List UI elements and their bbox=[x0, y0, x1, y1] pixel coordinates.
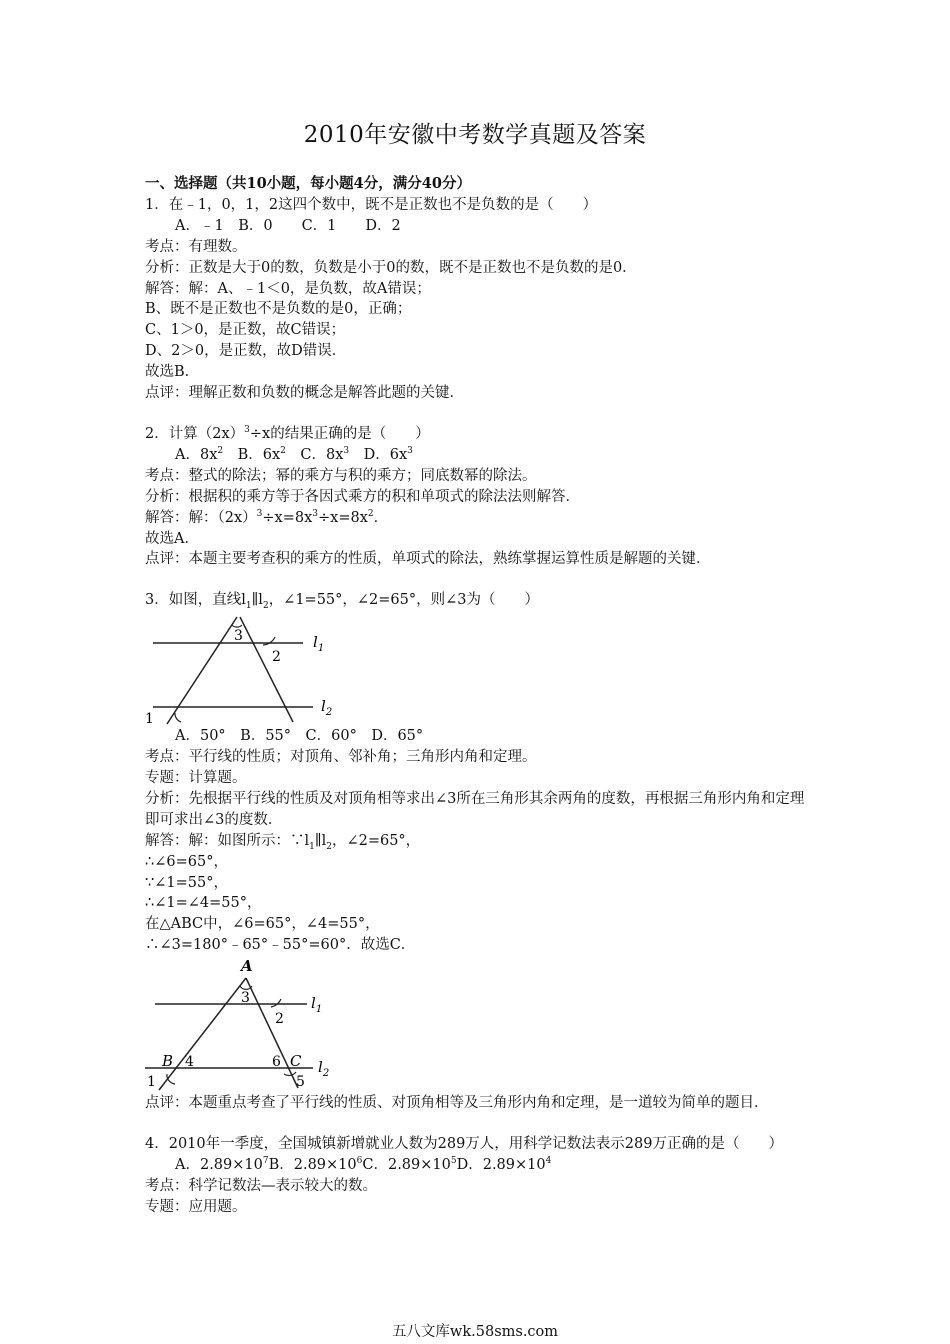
angle-1-label: 1 bbox=[145, 711, 154, 727]
line-l2-subscript: 2 bbox=[322, 1068, 330, 1080]
q3-dianping: 点评：本题重点考查了平行线的性质、对顶角相等及三角形内角和定理，是一道较为简单的题目． bbox=[145, 1095, 769, 1112]
q3-jieda-part: ，∠2=65°， bbox=[331, 832, 421, 849]
angle-2-arc bbox=[263, 637, 275, 645]
q4-option-d-exponent: 4 bbox=[545, 1156, 552, 1167]
q3-stem bbox=[145, 590, 815, 611]
q2-option-a-exponent: 2 bbox=[217, 446, 224, 457]
q3-jieda-line5: 在△ABC中，∠6=65°，∠4=55°， bbox=[145, 916, 380, 933]
spacer bbox=[145, 404, 815, 424]
q2-stem-part: ÷x的结果正确的是（ ） bbox=[249, 425, 430, 442]
q2-jieda-exponent: 3 bbox=[312, 508, 319, 519]
q2-option-c-exponent: 3 bbox=[343, 446, 350, 457]
angle-3-label: 3 bbox=[241, 990, 250, 1007]
line-l1-label bbox=[311, 994, 322, 1015]
q4-option-a: A．2.89×10 bbox=[175, 1157, 263, 1173]
spacer bbox=[145, 570, 815, 590]
q2-options bbox=[145, 445, 815, 466]
q1-jieda-line2: B、既不是正数也不是负数的是0，正确； bbox=[145, 301, 412, 318]
document-body bbox=[145, 174, 815, 1218]
side-ab bbox=[159, 978, 246, 1090]
q1-dianping: 点评：理解正数和负数的概念是解答此题的关键． bbox=[145, 385, 464, 402]
q2-jieda-part: ． bbox=[373, 509, 389, 526]
q3-jieda-line2: ∴∠6=65°， bbox=[145, 853, 228, 870]
q4-option-c: C．2.89×10 bbox=[362, 1157, 451, 1173]
document-title: 2010年安徽中考数学真题及答案 bbox=[303, 122, 647, 148]
q3-jieda-part: 解答：解：如图所示：∵l bbox=[145, 832, 310, 849]
vertex-c-label: C bbox=[290, 1052, 302, 1071]
q2-option-d: D．6x bbox=[363, 446, 408, 463]
q2-option-c: C．8x bbox=[300, 446, 344, 463]
vertex-b-label: B bbox=[162, 1052, 174, 1071]
angle-1-label: 1 bbox=[147, 1074, 156, 1091]
line-l2-label bbox=[321, 697, 332, 718]
q2-option-b: B．6x bbox=[237, 446, 281, 463]
line-l1-letter: l bbox=[311, 994, 316, 1013]
line-l1-subscript: 1 bbox=[315, 1004, 323, 1016]
line-l2-letter: l bbox=[318, 1058, 323, 1077]
q2-jieda-exponent: 3 bbox=[256, 508, 263, 519]
line-l1-subscript: 1 bbox=[317, 643, 325, 655]
q2-stem-exponent: 3 bbox=[244, 425, 250, 436]
q3-zhuanti: 专题：计算题。 bbox=[145, 770, 247, 787]
q3-figure bbox=[145, 611, 345, 726]
q2-option-b-exponent: 2 bbox=[280, 446, 286, 457]
q2-fenxi: 分析：根据积的乘方等于各因式乘方的积和单项式的除法法则解答． bbox=[145, 488, 580, 505]
q2-jieda-part: 解答：解：（2x） bbox=[145, 509, 257, 526]
q3-jieda-line6: ∴∠3=180°﹣65°﹣55°=60°．故选C． bbox=[145, 937, 416, 954]
q2-jieda-part: ÷x=8x bbox=[318, 509, 368, 526]
angle-6-label: 6 bbox=[272, 1054, 281, 1071]
page-footer: 五八文库wk.58sms.com bbox=[391, 1324, 559, 1340]
angle-5-label: 5 bbox=[296, 1074, 305, 1091]
q4-option-a-exponent: 7 bbox=[262, 1156, 269, 1167]
q2-jieda bbox=[145, 508, 815, 529]
q3-kaodian: 考点：平行线的性质；对顶角、邻补角；三角形内角和定理。 bbox=[145, 749, 537, 766]
q3-stem-subscript: 2 bbox=[262, 601, 269, 612]
angle-3-label: 3 bbox=[234, 628, 243, 645]
angle-1-arc bbox=[175, 713, 181, 722]
angle-3-arc bbox=[232, 625, 242, 627]
side-ac bbox=[246, 978, 298, 1088]
q3-stem-part: 3．如图，直线l bbox=[145, 592, 246, 609]
section-heading: 一、选择题（共10小题，每小题4分，满分40分） bbox=[145, 175, 471, 192]
q3-jieda-part: ∥l bbox=[314, 832, 327, 849]
q3-jieda-line4: ∴∠1=∠4=55°， bbox=[145, 895, 262, 912]
q3-fenxi: 分析：先根据平行线的性质及对顶角相等求出∠3所在三角形其余两角的度数，再根据三角形内角和定理即可求出∠3的度数． bbox=[145, 790, 805, 828]
line-l1-letter: l bbox=[313, 633, 318, 652]
q4-option-c-exponent: 5 bbox=[450, 1156, 457, 1167]
q1-jieda-line4: D、2＞0，是正数，故D错误． bbox=[145, 343, 347, 360]
q2-answer: 故选A． bbox=[145, 530, 199, 547]
q3-jieda-subscript: 2 bbox=[326, 841, 332, 852]
q4-kaodian: 考点：科学记数法—表示较大的数。 bbox=[145, 1177, 377, 1194]
line-l1-label bbox=[313, 633, 324, 654]
vertex-a-label: A bbox=[241, 957, 253, 976]
q3-options: A．50° B．55° C．60° D．65° bbox=[175, 728, 424, 745]
q2-option-d-exponent: 3 bbox=[407, 446, 413, 457]
q2-kaodian: 考点：整式的除法；幂的乘方与积的乘方；同底数幂的除法。 bbox=[145, 467, 537, 484]
angle-2-label: 2 bbox=[275, 1011, 284, 1028]
q2-stem-part: 2．计算（2x） bbox=[145, 425, 245, 442]
q2-stem bbox=[145, 424, 815, 445]
q2-jieda-part: ÷x=8x bbox=[262, 509, 313, 526]
q1-kaodian: 考点：有理数。 bbox=[145, 238, 247, 255]
q1-answer: 故选B． bbox=[145, 364, 200, 381]
q1-fenxi: 分析：正数是大于0的数，负数是小于0的数，既不是正数也不是负数的是0． bbox=[145, 259, 637, 276]
q2-jieda-exponent: 2 bbox=[367, 508, 374, 519]
q4-stem: 4．2010年一季度，全国城镇新增就业人数为289万人，用科学记数法表示289万正确的是（ ） bbox=[145, 1136, 783, 1153]
q3-jieda-subscript: 1 bbox=[309, 841, 315, 852]
q1-jieda-line3: C、1＞0，是正数，故C错误； bbox=[145, 322, 346, 339]
q4-option-d: D．2.89×10 bbox=[456, 1157, 546, 1173]
q1-stem: 1．在﹣1，0，1，2这四个数中，既不是正数也不是负数的是（ ） bbox=[145, 196, 598, 213]
q2-dianping: 点评：本题主要考查积的乘方的性质，单项式的除法，熟练掌握运算性质是解题的关键． bbox=[145, 551, 711, 568]
q1-options: A．﹣1 B．0 C．1 D．2 bbox=[175, 217, 401, 234]
q3-solution-figure bbox=[145, 956, 345, 1093]
spacer bbox=[145, 1114, 815, 1134]
q3-jieda-line3: ∵∠1=55°， bbox=[145, 874, 228, 891]
q4-options bbox=[145, 1155, 815, 1176]
angle-4-label: 4 bbox=[185, 1054, 194, 1071]
q3-jieda-line1 bbox=[145, 831, 815, 852]
q4-option-b: B．2.89×10 bbox=[268, 1157, 357, 1173]
q3-stem-subscript: 1 bbox=[245, 601, 252, 612]
q3-stem-part: ，∠1=55°，∠2=65°，则∠3为（ ） bbox=[268, 592, 540, 609]
line-l2-label bbox=[318, 1058, 329, 1079]
q4-zhuanti: 专题：应用题。 bbox=[145, 1198, 247, 1215]
angle-2-arc bbox=[271, 999, 281, 1007]
transversal-left bbox=[167, 617, 237, 724]
line-l2-subscript: 2 bbox=[325, 707, 333, 719]
q4-option-b-exponent: 6 bbox=[356, 1156, 363, 1167]
angle-2-label: 2 bbox=[272, 649, 281, 666]
q2-option-a: A．8x bbox=[175, 446, 218, 463]
q1-jieda-line1: 解答：解：A、﹣1＜0，是负数，故A错误； bbox=[145, 280, 431, 297]
line-l2-letter: l bbox=[321, 697, 326, 716]
q3-stem-part: ∥l bbox=[251, 592, 263, 609]
